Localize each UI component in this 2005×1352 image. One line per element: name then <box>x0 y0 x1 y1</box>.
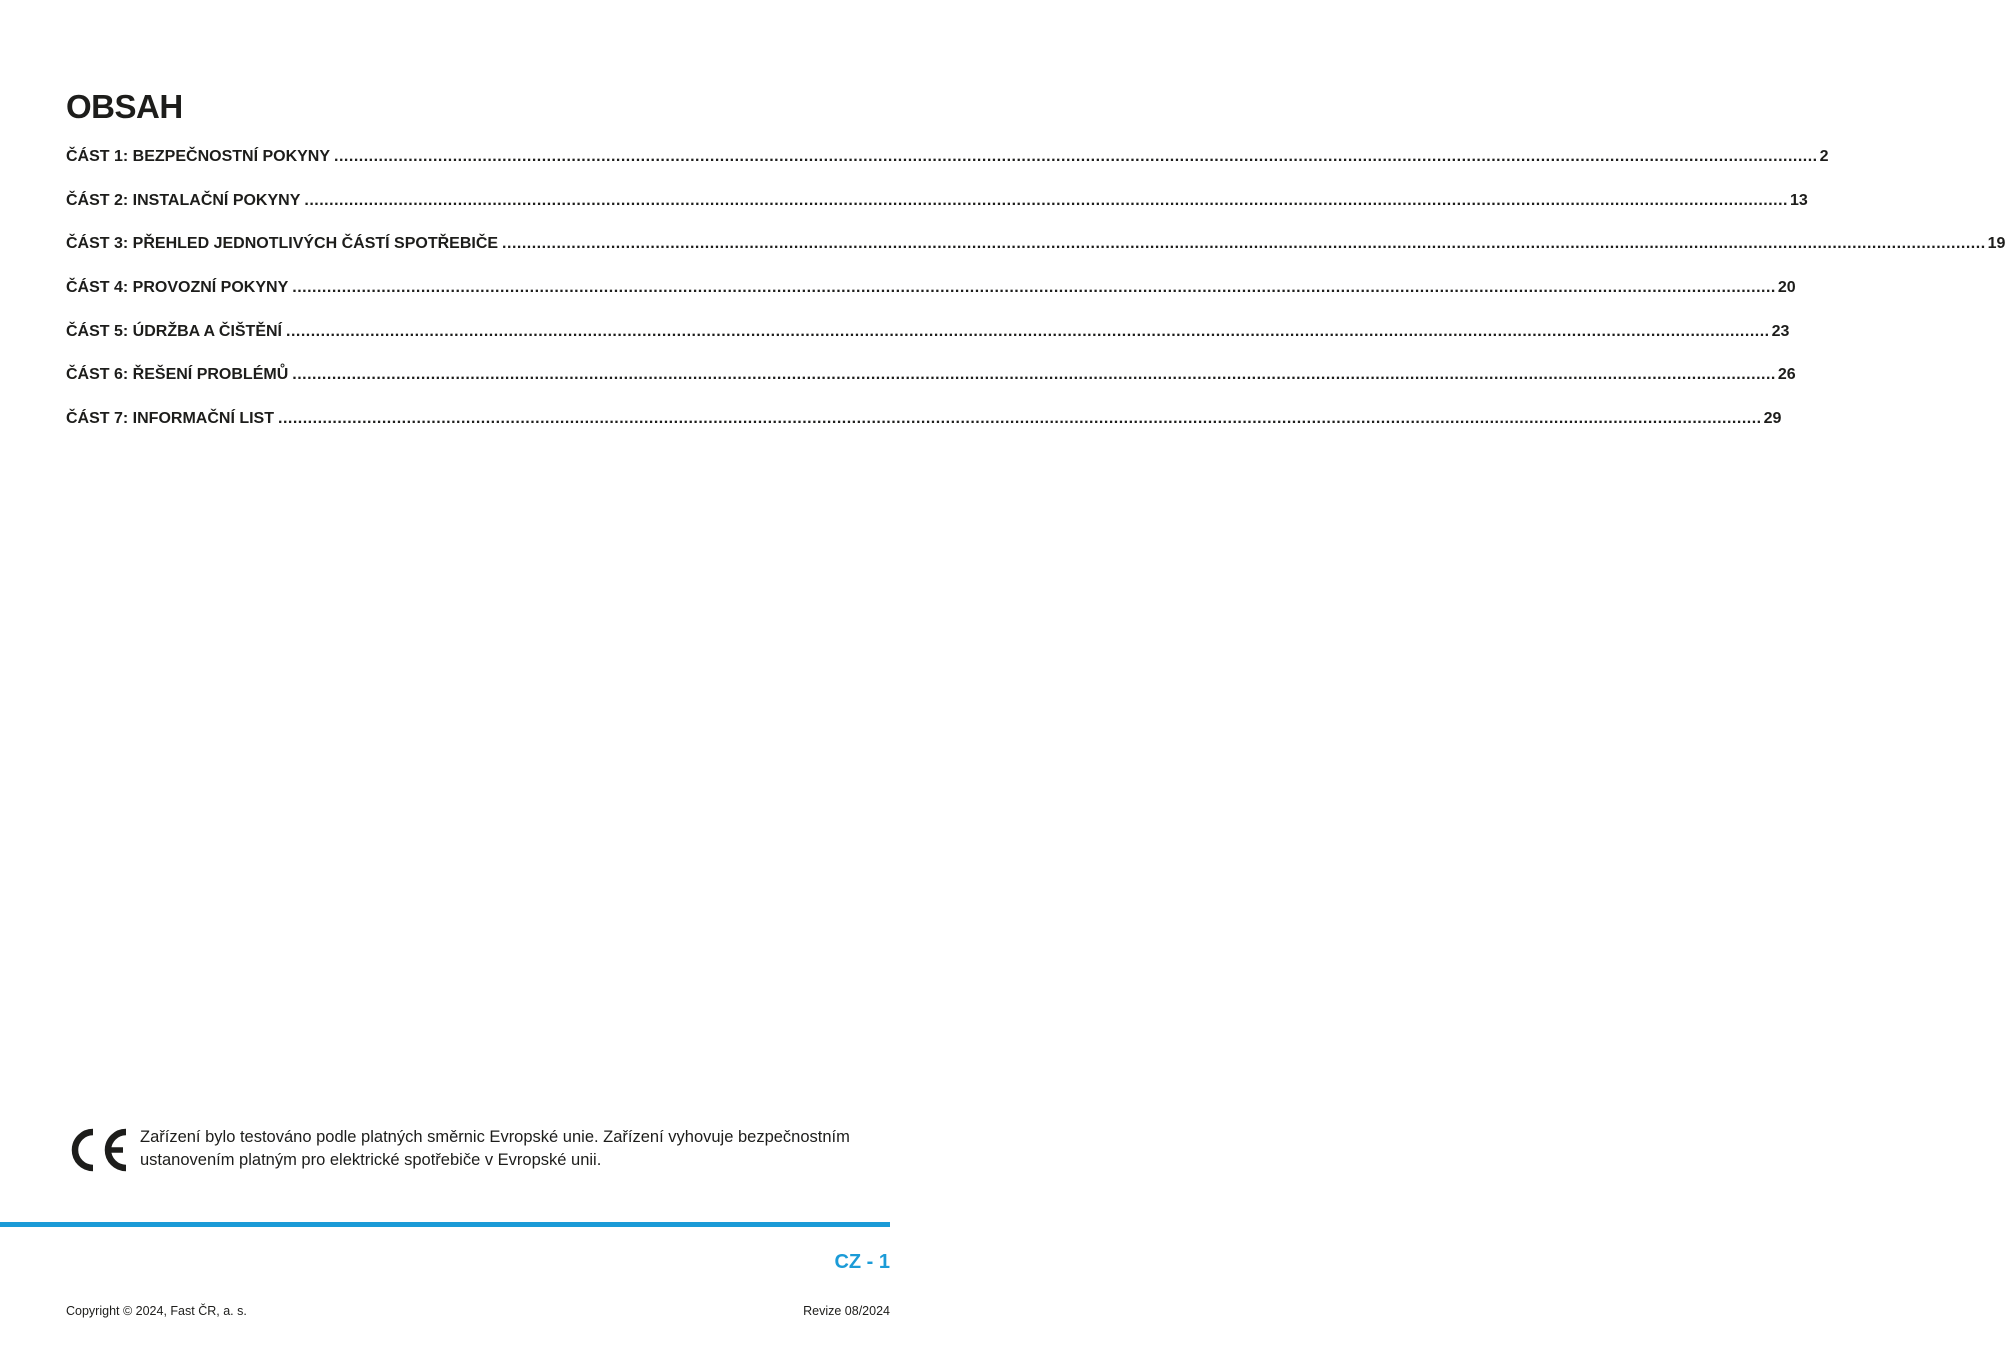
toc-entry[interactable] <box>66 191 1808 236</box>
copyright-notice: Copyright © 2024, Fast ČR, a. s. <box>66 1304 247 1318</box>
ce-compliance-notice <box>66 1126 890 1174</box>
toc-entry-label: ČÁST 5: ÚDRŽBA A ČIŠTĚNÍ <box>66 322 282 340</box>
toc-entry-label: ČÁST 6: ŘEŠENÍ PROBLÉMŮ <box>66 366 289 384</box>
toc-entry-page: 23 <box>1771 322 1790 340</box>
toc-leader-dots: ............................................................................................................................................................................................................................................................................................................ <box>286 322 1770 340</box>
toc-leader-dots: ............................................................................................................................................................................................................................................................................................................ <box>292 279 1776 297</box>
footer-divider <box>0 1222 890 1227</box>
toc-entry-page: 26 <box>1777 366 1796 384</box>
toc-entry-label: ČÁST 3: PŘEHLED JEDNOTLIVÝCH ČÁSTÍ SPOTŘEBIČE <box>66 235 499 253</box>
toc-entry[interactable] <box>66 410 1782 454</box>
ce-statement: Zařízení bylo testováno podle platných směrnic Evropské unie. Zařízení vyhovuje bezpečnostním ustanovením platným pro elektrické spotřebiče v Evropské unii. <box>140 1128 850 1169</box>
revision-label: Revize 08/2024 <box>803 1304 890 1318</box>
table-of-contents <box>66 148 2005 454</box>
toc-entry-label: ČÁST 1: BEZPEČNOSTNÍ POKYNY <box>66 148 331 165</box>
toc-leader-dots: ............................................................................................................................................................................................................................................................................................................ <box>502 235 1986 253</box>
toc-entry-page: 19 <box>1987 235 2005 253</box>
toc-leader-dots: ............................................................................................................................................................................................................................................................................................................ <box>304 191 1788 209</box>
toc-leader-dots: ............................................................................................................................................................................................................................................................................................................ <box>278 410 1762 428</box>
toc-leader-dots: ............................................................................................................................................................................................................................................................................................................ <box>334 148 1818 165</box>
toc-entry[interactable] <box>66 366 1796 410</box>
toc-entry-page: 13 <box>1789 191 1808 209</box>
toc-entry[interactable] <box>66 322 1790 367</box>
toc-entry-label: ČÁST 4: PROVOZNÍ POKYNY <box>66 279 289 297</box>
toc-entry[interactable] <box>66 279 1796 323</box>
toc-entry[interactable] <box>66 235 2005 279</box>
toc-entry-page: 2 <box>1819 148 1829 165</box>
toc-entry-page: 20 <box>1777 279 1796 297</box>
page-number: CZ - 1 <box>834 1251 890 1273</box>
toc-entry-label: ČÁST 7: INFORMAČNÍ LIST <box>66 410 274 428</box>
toc-entry-page: 29 <box>1763 410 1782 428</box>
toc-leader-dots: ............................................................................................................................................................................................................................................................................................................ <box>292 366 1776 384</box>
toc-entry-label: ČÁST 2: INSTALAČNÍ POKYNY <box>66 191 301 209</box>
toc-entry[interactable] <box>66 148 1829 192</box>
page-title: OBSAH <box>66 88 183 125</box>
ce-mark-icon <box>66 1126 130 1174</box>
